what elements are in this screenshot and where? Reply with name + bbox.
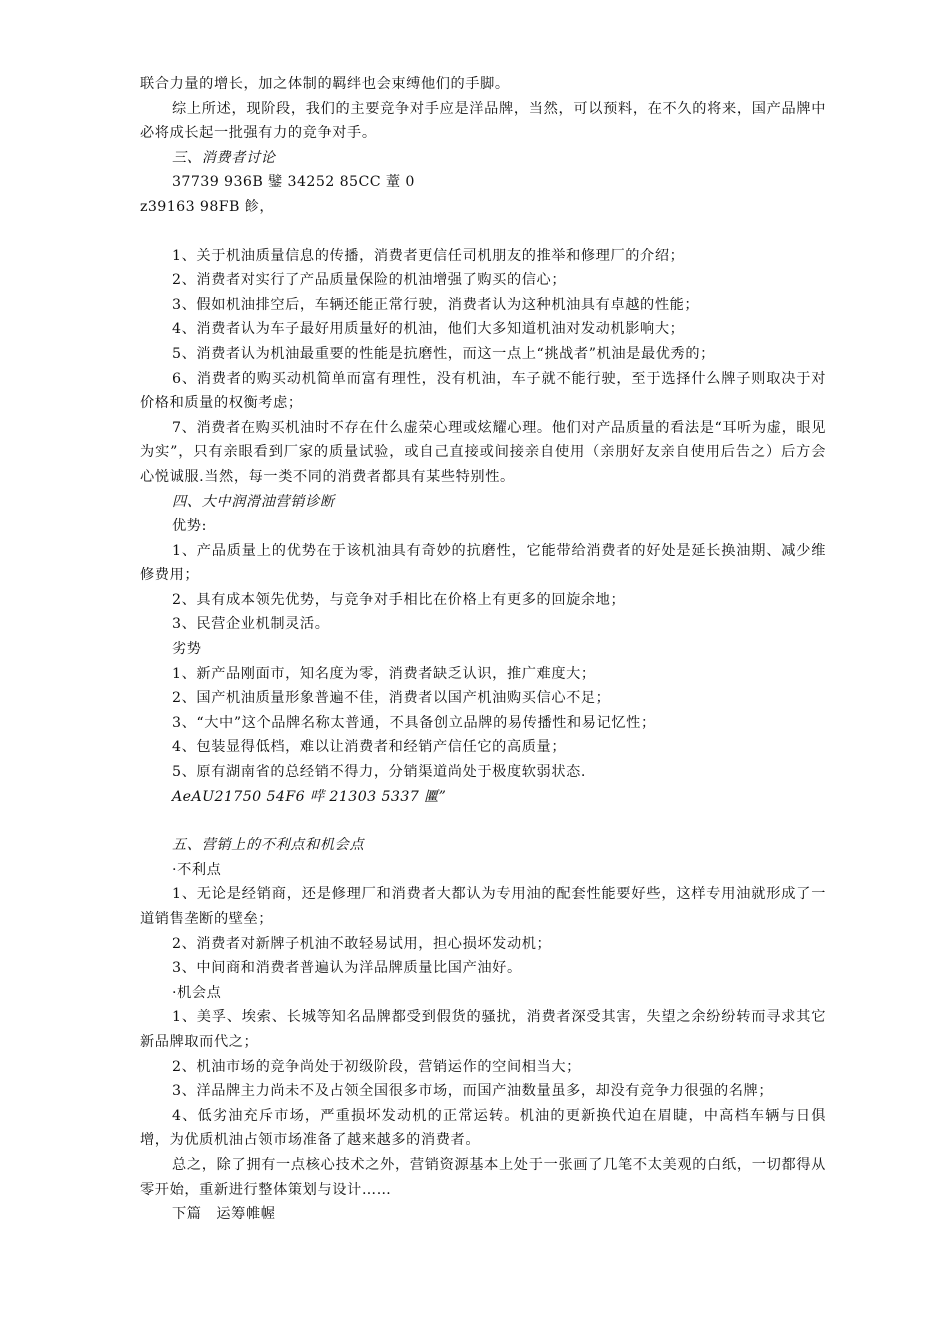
list-item: 3、中间商和消费者普遍认为洋品牌质量比国产油好。 (172, 960, 522, 977)
list-item: 5、消费者认为机油最重要的性能是抗磨性，而这一点上“挑战者”机油是最优秀的； (172, 345, 715, 362)
list-item: 1、美孚、埃索、长城等知名品牌都受到假货的骚扰，消费者深受其害，失望之余纷纷转而寻求其它新品牌取而代之； (140, 1009, 826, 1050)
list-item: 2、消费者对实行了产品质量保险的机油增强了购买的信心； (172, 272, 567, 289)
list-item: 1、产品质量上的优势在于该机油具有奇妙的抗磨性，它能带给消费者的好处是延长换油期、减少维修费用； (140, 542, 826, 584)
paragraph-summary: 总之，除了拥有一点核心技术之外，营销资源基本上处于一张画了几笔不太美观的白纸，一切都得从零开始，重新进行整体策划与设计…… (140, 1156, 826, 1198)
subheading-strengths: 优势: (172, 518, 207, 535)
section-heading-diagnosis: 四、大中润滑油营销诊断 (172, 493, 335, 510)
subheading-disadvantages: ·不利点 (172, 861, 222, 878)
section-heading-consumer-discussion: 三、消费者讨论 (172, 149, 276, 166)
list-item: 2、机油市场的竞争尚处于初级阶段，营销运作的空间相当大； (172, 1058, 581, 1075)
list-item: 3、民营企业机制灵活。 (172, 616, 330, 633)
paragraph-conclusion: 综上所述，现阶段，我们的主要竞争对手应是洋品牌，当然，可以预料，在不久的将来，国产品牌中必将成长起一批强有力的竞争对手。 (140, 100, 826, 142)
list-item: 1、无论是经销商，还是修理厂和消费者大都认为专用油的配套性能要好些，这样专用油就形成了一道销售垄断的壁垒； (140, 886, 826, 927)
list-item: 1、新产品刚面市，知名度为零，消费者缺乏认识，推广难度大； (172, 665, 596, 682)
list-item: 4、包装显得低档，难以让消费者和经销产信任它的高质量； (172, 739, 567, 756)
list-item: 6、消费者的购买动机简单而富有理性，没有机油，车子就不能行驶，至于选择什么牌子则取决于对价格和质量的权衡考虑； (140, 370, 826, 412)
blank-line (140, 809, 826, 833)
garbled-text-line: AeAU21750 54F6 哶 21303 5337 匷” (172, 788, 447, 805)
list-item: 7、消费者在购买机油时不存在什么虚荣心理或炫耀心理。他们对产品质量的看法是“耳听为虚，眼见为实”，只有亲眼看到厂家的质量试验，或自己直接或间接亲自使用（亲朋好友亲自使用后告之）后方会心悦诚服.当然，每一类不同的消费者都具有某些特别性。 (140, 419, 826, 485)
list-item: 4、低劣油充斥市场，严重损坏发动机的正常运转。机油的更新换代迫在眉睫，中高档车辆与日俱增，为优质机油占领市场准备了越来越多的消费者。 (140, 1107, 826, 1149)
list-item: 4、消费者认为车子最好用质量好的机油，他们大多知道机油对发动机影响大； (172, 321, 685, 338)
subheading-opportunities: ·机会点 (172, 984, 222, 1001)
blank-line (140, 220, 826, 244)
list-item: 2、国产机油质量形象普遍不佳，消费者以国产机油购买信心不足； (172, 690, 611, 707)
list-item: 1、关于机油质量信息的传播，消费者更信任司机朋友的推举和修理厂的介绍； (172, 247, 685, 264)
list-item: 3、洋品牌主力尚未不及占领全国很多市场，而国产油数量虽多，却没有竞争力很强的名牌； (172, 1083, 774, 1100)
garbled-text-line: 37739 936B 鐾 34252 85CC 蕫 0 (172, 174, 415, 191)
section-heading-marketing-points: 五、营销上的不利点和机会点 (172, 837, 365, 854)
part-heading-next: 下篇 运筹帷幄 (172, 1206, 276, 1223)
paragraph-continuation: 联合力量的增长，加之体制的羁绊也会束缚他们的手脚。 (140, 76, 510, 92)
list-item: 3、假如机油排空后，车辆还能正常行驶，消费者认为这种机油具有卓越的性能； (172, 296, 700, 313)
list-item: 5、原有湖南省的总经销不得力，分销渠道尚处于极度软弱状态. (172, 764, 587, 781)
garbled-text-line: z39163 98FB 飻， (140, 198, 274, 215)
list-item: 3、“大中”这个品牌名称太普通，不具备创立品牌的易传播性和易记忆性； (172, 714, 656, 731)
subheading-weaknesses: 劣势 (172, 641, 202, 658)
list-item: 2、消费者对新牌子机油不敢轻易试用，担心损坏发动机； (172, 935, 552, 952)
list-item: 2、具有成本领先优势，与竞争对手相比在价格上有更多的回旋余地； (172, 591, 626, 608)
document-page (140, 72, 826, 1227)
